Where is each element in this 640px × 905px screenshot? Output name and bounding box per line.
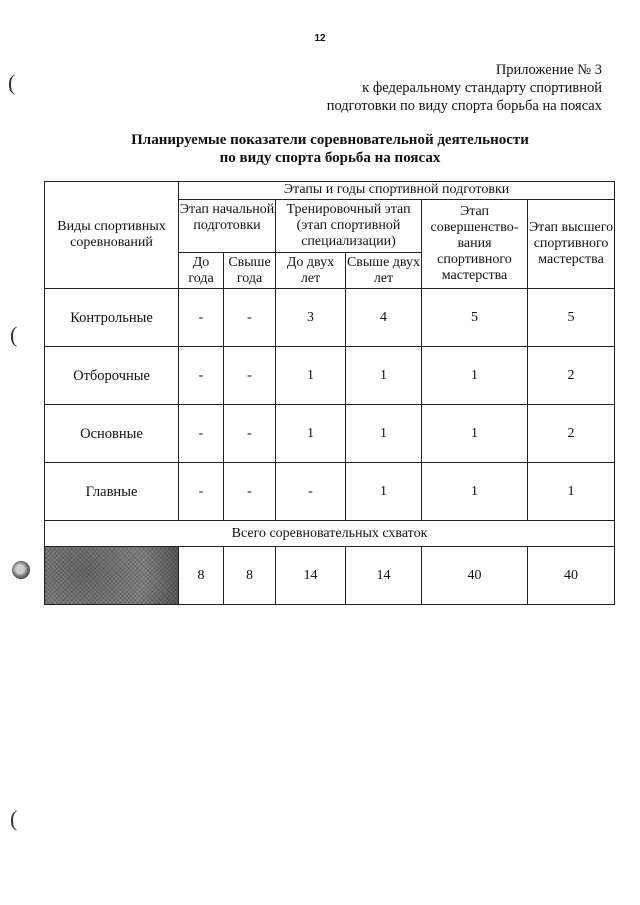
document-title [0,131,640,167]
table-cell: 1 [346,463,422,521]
table-row-main [45,405,615,463]
page-number: 12 [314,33,326,44]
appendix-line-2: к федеральному стандарту спортивной [362,80,602,96]
table-cell: - [224,463,276,521]
species-header: Виды спортивных соревнований [45,182,179,289]
table-cell: - [179,347,224,405]
table-cell: 40 [528,547,615,605]
table-cell: 1 [346,347,422,405]
table-cell: - [224,289,276,347]
binder-hole-mark: ( [8,70,16,95]
binder-hole-mark: ( [10,806,18,831]
table-row-qualifying [45,347,615,405]
table-cell: 2 [528,347,615,405]
table-cell: - [276,463,346,521]
table-cell: 1 [422,347,528,405]
row-label: Главные [45,463,179,521]
subheader-up-to-year: До года [179,253,224,289]
subheader-over-two-years: Свыше двух лет [346,253,422,289]
table-cell: 1 [276,405,346,463]
table-cell: 14 [276,547,346,605]
table-row-principal [45,463,615,521]
appendix-line-3: подготовки по виду спорта борьба на поясах [326,98,602,114]
binder-ring-mark [12,561,30,579]
table-cell: - [224,347,276,405]
table-cell: 1 [276,347,346,405]
table-cell: - [224,405,276,463]
binder-hole-mark: ( [10,322,18,347]
title-line-2: по виду спорта борьба на поясах [219,150,441,166]
table-cell: 5 [528,289,615,347]
table-cell: 40 [422,547,528,605]
table-cell: 1 [422,405,528,463]
appendix-header [327,61,602,115]
competition-table [44,181,615,605]
table-cell: 1 [422,463,528,521]
table-cell: - [179,289,224,347]
row-label: Основные [45,405,179,463]
stage-header-initial: Этап начальной подготовки [179,200,276,253]
table-row-control [45,289,615,347]
subheader-over-year: Свыше года [224,253,276,289]
row-label: Отборочные [45,347,179,405]
appendix-line-1: Приложение № 3 [495,62,602,78]
stages-group-header: Этапы и годы спортивной подготовки [179,182,615,200]
stage-header-higher: Этап высшего спортивного мастерства [528,200,615,289]
subheader-up-to-two-years: До двух лет [276,253,346,289]
table-cell: 3 [276,289,346,347]
table-cell: 8 [179,547,224,605]
table-cell: - [179,463,224,521]
table-cell: 8 [224,547,276,605]
table-cell: 5 [422,289,528,347]
table-cell: 1 [528,463,615,521]
row-label: Контрольные [45,289,179,347]
redacted-stamp [45,547,179,605]
title-line-1: Планируемые показатели соревновательной деятельности [131,132,529,148]
table-cell: - [179,405,224,463]
total-label: Всего соревновательных схваток [45,521,615,547]
stage-header-improvement: Этап совершенство-вания спортивного мастерства [422,200,528,289]
table-cell: 4 [346,289,422,347]
table-cell: 2 [528,405,615,463]
table-row-total [45,547,615,605]
stage-header-training: Тренировочный этап (этап спортивной специализации) [276,200,422,253]
table-cell: 14 [346,547,422,605]
table-cell: 1 [346,405,422,463]
